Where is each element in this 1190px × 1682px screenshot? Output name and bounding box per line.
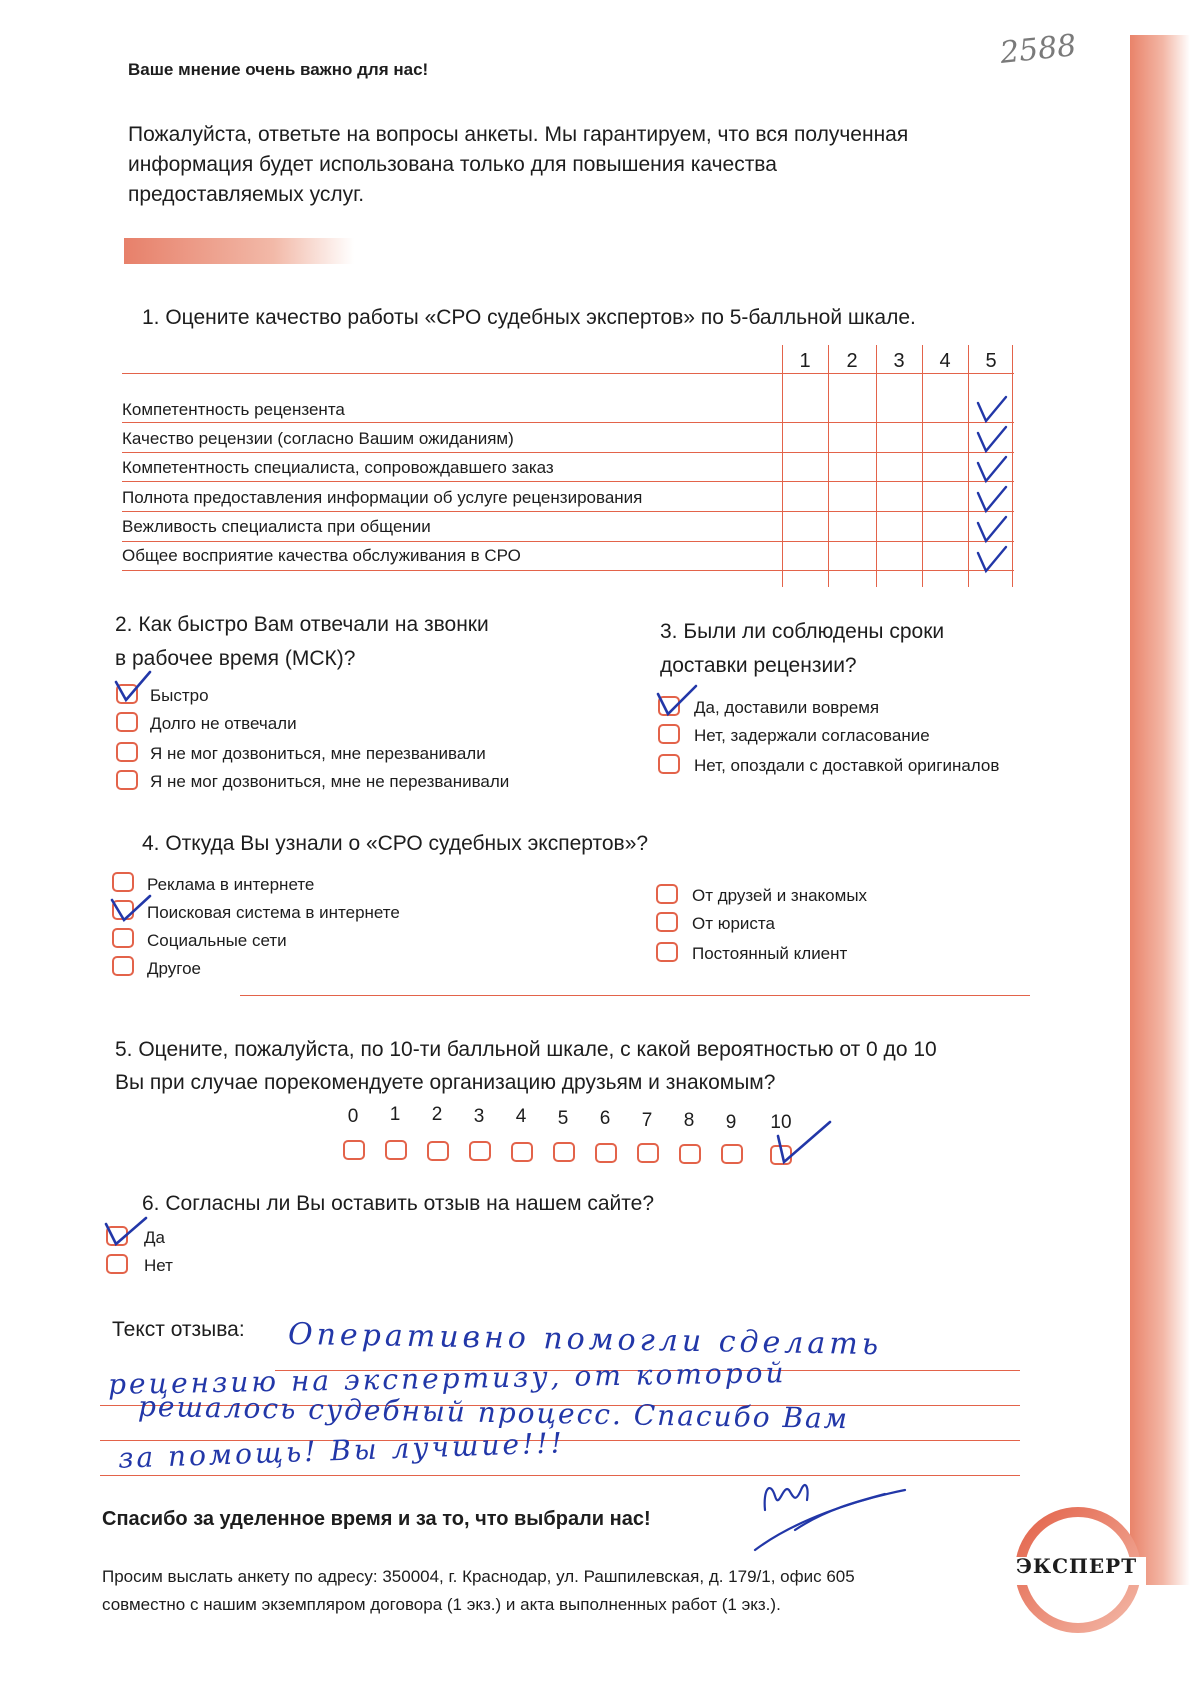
q6-title: 6. Согласны ли Вы оставить отзыв на нашем сайте? [142, 1192, 655, 1215]
criterion-row: Полнота предоставления информации об услуге рецензирования [122, 488, 643, 507]
handwritten-signature [735, 1450, 915, 1560]
q6-checkbox-no[interactable] [106, 1254, 128, 1274]
criterion-row: Общее восприятие качества обслуживания в СРО [122, 546, 521, 565]
q5-box-2[interactable] [427, 1141, 449, 1161]
q3-checkbox-originals-delay[interactable] [658, 754, 680, 774]
q5-scale-label: 1 [389, 1104, 401, 1125]
q2-option-label: Долго не отвечали [150, 714, 297, 733]
q4-checkbox-ads[interactable] [112, 872, 134, 892]
q1-scale-1: 1 [799, 350, 811, 372]
q2-checkbox-no-callback[interactable] [116, 770, 138, 790]
review-handwriting-line-4: за помощь! Вы лучшие!!! [117, 1426, 566, 1475]
handwritten-page-number: 2588 [998, 28, 1078, 71]
review-handwriting-line-3: решалось судебный процесс. Спасибо Вам [137, 1389, 850, 1436]
q5-box-0[interactable] [343, 1140, 365, 1160]
q4-option-label: Социальные сети [147, 931, 287, 950]
form-title: Ваше мнение очень важно для нас! [128, 60, 429, 79]
q4-checkbox-regular[interactable] [656, 942, 678, 962]
q4-checkbox-social[interactable] [112, 928, 134, 948]
q3-check-icon [654, 682, 700, 718]
q4-option-label: Поисковая система в интернете [147, 903, 400, 922]
criterion-row: Компетентность рецензента [122, 400, 345, 419]
review-label: Текст отзыва: [112, 1318, 245, 1341]
q5-box-3[interactable] [469, 1141, 491, 1161]
q5-box-9[interactable] [721, 1144, 743, 1164]
accent-stripe [1130, 35, 1190, 1585]
criterion-row: Компетентность специалиста, сопровождавшего заказ [122, 458, 554, 477]
criterion-row: Качество рецензии (согласно Вашим ожиданиям) [122, 429, 514, 448]
q4-title: 4. Откуда Вы узнали о «СРО судебных экспертов»? [142, 832, 649, 855]
q2-title: 2. Как быстро Вам отвечали на звонки в рабочее время (МСК)? [115, 613, 489, 670]
q4-checkbox-other[interactable] [112, 956, 134, 976]
q5-scale-label: 10 [770, 1112, 792, 1133]
q2-option-label: Я не мог дозвониться, мне не перезванивали [150, 772, 510, 791]
q1-scale-5: 5 [985, 350, 997, 372]
q5-box-8[interactable] [679, 1144, 701, 1164]
q1-scale-2: 2 [846, 350, 858, 372]
q4-option-label: От юриста [692, 914, 775, 933]
q4-checkbox-lawyer[interactable] [656, 912, 678, 932]
q2-option-label: Быстро [150, 686, 209, 705]
q5-box-1[interactable] [385, 1140, 407, 1160]
q1-checkmarks [972, 395, 1022, 575]
q5-scale-label: 6 [599, 1108, 611, 1129]
q5-check-icon [772, 1118, 836, 1166]
q5-title: 5. Оцените, пожалуйста, по 10-ти балльной шкале, с какой вероятностью от 0 до 10 Вы при случае порекомендуете организацию друзьям и знакомым? [115, 1038, 937, 1094]
mailing-address: Просим выслать анкету по адресу: 350004, г. Краснодар, ул. Рашпилевская, д. 179/1, офис 605 совместно с нашим экземпляром договора (1 экз.) и акта выполненных работ (1 экз.). [102, 1567, 855, 1614]
q6-option-label: Нет [144, 1256, 173, 1275]
q5-box-5[interactable] [553, 1142, 575, 1162]
q3-option-label: Да, доставили вовремя [694, 698, 880, 717]
review-handwriting-line-2: рецензию на экспертизу, от которой [107, 1356, 787, 1401]
intro-text: Пожалуйста, ответьте на вопросы анкеты. Мы гарантируем, что вся полученная информация будет использована только для повышения качества предоставляемых услуг. [128, 123, 909, 206]
section-divider-band [124, 238, 354, 264]
q2-check-icon [112, 668, 154, 704]
q4-option-label: Другое [147, 959, 202, 978]
q1-scale-4: 4 [939, 350, 951, 372]
q2-checkbox-callback[interactable] [116, 742, 138, 762]
q1-title: 1. Оцените качество работы «СРО судебных экспертов» по 5-балльной шкале. [142, 306, 916, 329]
q5-scale-label: 2 [431, 1104, 443, 1125]
q4-other-line[interactable] [240, 995, 1030, 996]
q4-checkbox-friends[interactable] [656, 884, 678, 904]
q3-title: 3. Были ли соблюдены сроки доставки рецензии? [660, 620, 945, 677]
q4-option-label: Постоянный клиент [692, 944, 848, 963]
q3-checkbox-approval-delay[interactable] [658, 724, 680, 744]
q5-scale-label: 4 [515, 1106, 527, 1127]
q5-scale-label: 3 [473, 1106, 485, 1127]
q5-box-4[interactable] [511, 1142, 533, 1162]
q5-scale-label: 0 [347, 1106, 359, 1127]
review-handwriting-line-1: Оперативно помогли сделать [287, 1316, 883, 1363]
q3-option-label: Нет, опоздали с доставкой оригиналов [694, 756, 1000, 775]
q5-box-7[interactable] [637, 1143, 659, 1163]
q6-option-label: Да [144, 1228, 165, 1247]
logo-text: ЭКСПЕРТ [1016, 1554, 1138, 1578]
q5-scale-label: 7 [641, 1110, 653, 1131]
q4-check-icon [108, 892, 154, 926]
q5-scale-label: 8 [683, 1110, 695, 1131]
q5-scale-label: 5 [557, 1108, 569, 1129]
q2-checkbox-slow[interactable] [116, 712, 138, 732]
q4-option-label: Реклама в интернете [147, 875, 315, 894]
q6-check-icon [102, 1216, 150, 1250]
q3-option-label: Нет, задержали согласование [694, 726, 930, 745]
criterion-row: Вежливость специалиста при общении [122, 517, 431, 536]
q1-scale-3: 3 [893, 350, 905, 372]
q2-option-label: Я не мог дозвониться, мне перезванивали [150, 744, 486, 763]
q4-option-label: От друзей и знакомых [692, 886, 868, 905]
thanks-text: Спасибо за уделенное время и за то, что выбрали нас! [102, 1508, 651, 1530]
q5-box-6[interactable] [595, 1143, 617, 1163]
q5-scale-label: 9 [725, 1112, 737, 1133]
